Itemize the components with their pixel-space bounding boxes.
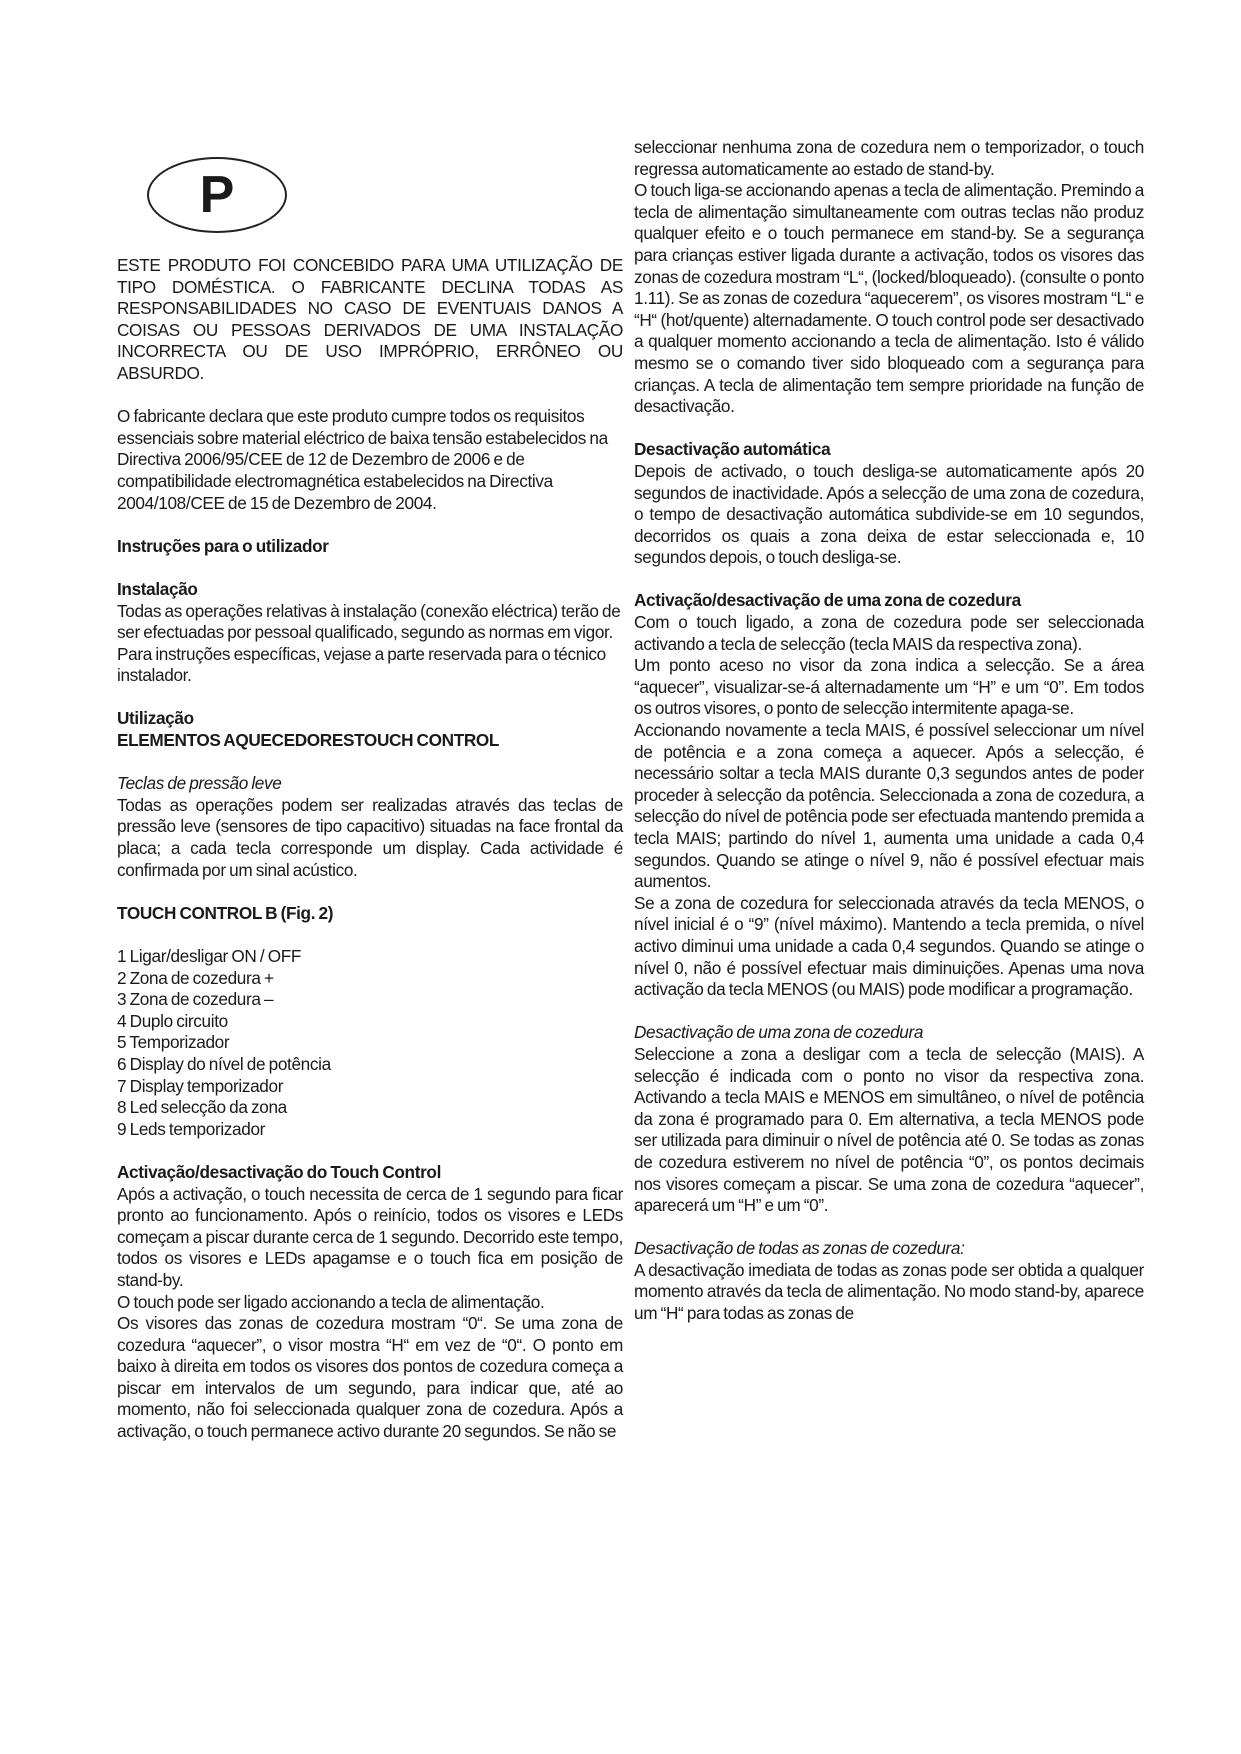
list-item: 6 Display do nível de potência	[117, 1053, 331, 1074]
list-item: 3 Zona de cozedura –	[117, 989, 274, 1010]
list-item: 2 Zona de cozedura +	[117, 967, 274, 988]
zone-text-2: Um ponto aceso no visor da zona indica a selecção. Se a área “aquecer”, visualizar-se-á alternadamente um “H” e um “0”. Em todos os outros visores, o ponto de selecção intermitente apaga-se.	[634, 655, 1144, 719]
heading-auto-deactivation: Desactivação automática	[634, 439, 831, 460]
standby-text: seleccionar nenhuma zona de cozedura nem o temporizador, o touch regressa automaticamente ao estado de stand-by.	[634, 137, 1144, 179]
heading-zone-activation: Activação/desactivação de uma zona de cozedura	[634, 590, 1021, 611]
heading-user-instructions: Instruções para o utilizador	[117, 535, 329, 556]
list-item: 9 Leds temporizador	[117, 1118, 266, 1139]
list-item: 4 Duplo circuito	[117, 1010, 228, 1031]
zone-off-text: Seleccione a zona a desligar com a tecla de selecção (MAIS). A selecção é indicada com o ponto no visor da respectiva zona. Activando a tecla MAIS e MENOS em simultâneo, o nível de potência da zona é programado para 0. Em alternativa, a tecla MENOS pode ser utilizada para diminuir o nível de potência até 0. Se todas as zonas de cozedura estiverem no nível de potência “0”, os pontos decimais nos visores começam a piscar. Se uma zona de cozedura “aquecer”, aparecerá um “H” e um “0”.	[634, 1043, 1144, 1216]
zone-text-3: Accionando novamente a tecla MAIS, é possível seleccionar um nível de potência e a zona começa a aquecer. Após a selecção, é necessário soltar a tecla MAIS durante 0,3 segundos antes de poder proceder à selecção da potência. Seleccionada a zona de cozedura, a selecção do nível de potência pode ser efectuada mantendo premida a tecla MAIS; partindo do nível 1, aumenta uma unidade a cada 0,4 segundos. Quando se atinge o nível 9, não é possível efectuar mais aumentos.	[634, 720, 1144, 892]
badge-letter: P	[199, 166, 235, 224]
power-key-text: O touch liga-se accionando apenas a tecla de alimentação. Premindo a tecla de alimentação simultaneamente com outras teclas não produz qualquer efeito e o touch permanece em stand-by. Se a segurança para crianças estiver ligada durante a activação, todos os visores das zonas de cozedura mostram “L“, (locked/bloqueado). (consulte o ponto 1.11). Se as zonas de cozedura “aquecerem”, os visores mostram “L“ e “H“ (hot/quente) alternadamente. O touch control pode ser desactivado a qualquer momento accionando a tecla de alimentação. Isto é válido mesmo se o comando tiver sido bloqueado com a segurança para crianças. A tecla de alimentação tem sempre prioridade na função de desactivação.	[634, 180, 1144, 417]
heading-touch-activation: Activação/desactivação do Touch Control	[117, 1161, 441, 1182]
list-item: 5 Temporizador	[117, 1032, 230, 1053]
list-item: 7 Display temporizador	[117, 1075, 284, 1096]
installation-text-2: Para instruções específicas, vejase a parte reservada para o técnico instalador.	[117, 643, 606, 686]
heading-touch-control-b: TOUCH CONTROL B (Fig. 2)	[117, 902, 334, 923]
heading-elements: ELEMENTOS AQUECEDORESTOUCH CONTROL	[117, 730, 500, 751]
touch-keys-text: Todas as operações podem ser realizadas através das teclas de pressão leve (sensores de tipo capacitivo) situadas na face frontal da placa; a cada tecla corresponde um display. Cada actividade é confirmada por um sinal acústico.	[117, 794, 623, 880]
activation-text-2: O touch pode ser ligado accionando a tecla de alimentação.	[117, 1291, 545, 1312]
heading-use: Utilização	[117, 708, 194, 729]
activation-text-3: Os visores das zonas de cozedura mostram “0“. Se uma zona de cozedura “aquecer”, o visor mostra “H“ em vez de “0“. O ponto em baixo à direita em todos os visores dos pontos de cozedura começa a piscar em intervalos de um segundo, para indicar que, até ao momento, não foi seleccionada qualquer zona de cozedura. Após a activação, o touch permanece activo durante 20 segundos. Se não se	[117, 1313, 623, 1442]
right-column	[634, 0, 1144, 1325]
list-item: 8 Led selecção da zona	[117, 1097, 287, 1118]
all-zones-off-text: A desactivação imediata de todas as zonas pode ser obtida a qualquer momento através da tecla de alimentação. No modo stand-by, aparece um “H“ para todas as zonas de	[634, 1259, 1144, 1324]
subheading-all-zones-off: Desactivação de todas as zonas de cozedura:	[634, 1238, 965, 1259]
left-column	[117, 0, 623, 1443]
subheading-zone-off: Desactivação de uma zona de cozedura	[634, 1022, 924, 1043]
declaration-text: O fabricante declara que este produto cumpre todos os requisitos essenciais sobre material eléctrico de baixa tensão estabelecidos na Directiva 2006/95/CEE de 12 de Dezembro de 2006 e de compatibilidade electromagnética estabelecidos na Directiva 2004/108/CEE de 15 de Dezembro de 2004.	[117, 406, 608, 513]
zone-text-4: Se a zona de cozedura for seleccionada através da tecla MENOS, o nível inicial é o “9” (nível máximo). Mantendo a tecla premida, o nível activo diminui uma unidade a cada 0,4 segundos. Quando se atinge o nível 0, não é possível efectuar mais diminuições. Apenas uma nova activação da tecla MENOS (ou MAIS) pode modificar a programação.	[634, 892, 1144, 1000]
heading-installation: Instalação	[117, 578, 198, 599]
subheading-touch-keys: Teclas de pressão leve	[117, 773, 282, 794]
activation-text-1: Após a activação, o touch necessita de cerca de 1 segundo para ficar pronto ao funcionamento. Após o reinício, todos os visores e LEDs começam a piscar durante cerca de 1 segundo. Decorrido este tempo, todos os visores e LEDs apagamse e o touch fica em posição de stand-by.	[117, 1183, 623, 1290]
disclaimer-text: ESTE PRODUTO FOI CONCEBIDO PARA UMA UTILIZAÇÃO DE TIPO DOMÉSTICA. O FABRICANTE DECLINA TODAS AS RESPONSABILIDADES NO CASO DE EVENTUAIS DANOS A COISAS OU PESSOAS DERIVADOS DE UMA INSTALAÇÃO INCORRECTA OU DE USO IMPRÓPRIO, ERRÔNEO OU ABSURDO.	[117, 255, 623, 383]
zone-text-1: Com o touch ligado, a zona de cozedura pode ser seleccionada activando a tecla de selecção (tecla MAIS da respectiva zona).	[634, 612, 1144, 654]
list-item: 1 Ligar/desligar ON / OFF	[117, 946, 302, 966]
auto-deactivation-text: Depois de activado, o touch desliga-se automaticamente após 20 segundos de inactividade. Após a selecção de uma zona de cozedura, o tempo de desactivação automática subdivide-se em 10 segundos, decorridos os quais a zona deixa de estar seleccionada e, 10 segundos depois, o touch desliga-se.	[634, 460, 1144, 568]
controls-list	[117, 946, 623, 1140]
installation-text: Todas as operações relativas à instalação (conexão eléctrica) terão de ser efectuadas por pessoal qualificado, segundo as normas em vigor.	[117, 600, 621, 643]
